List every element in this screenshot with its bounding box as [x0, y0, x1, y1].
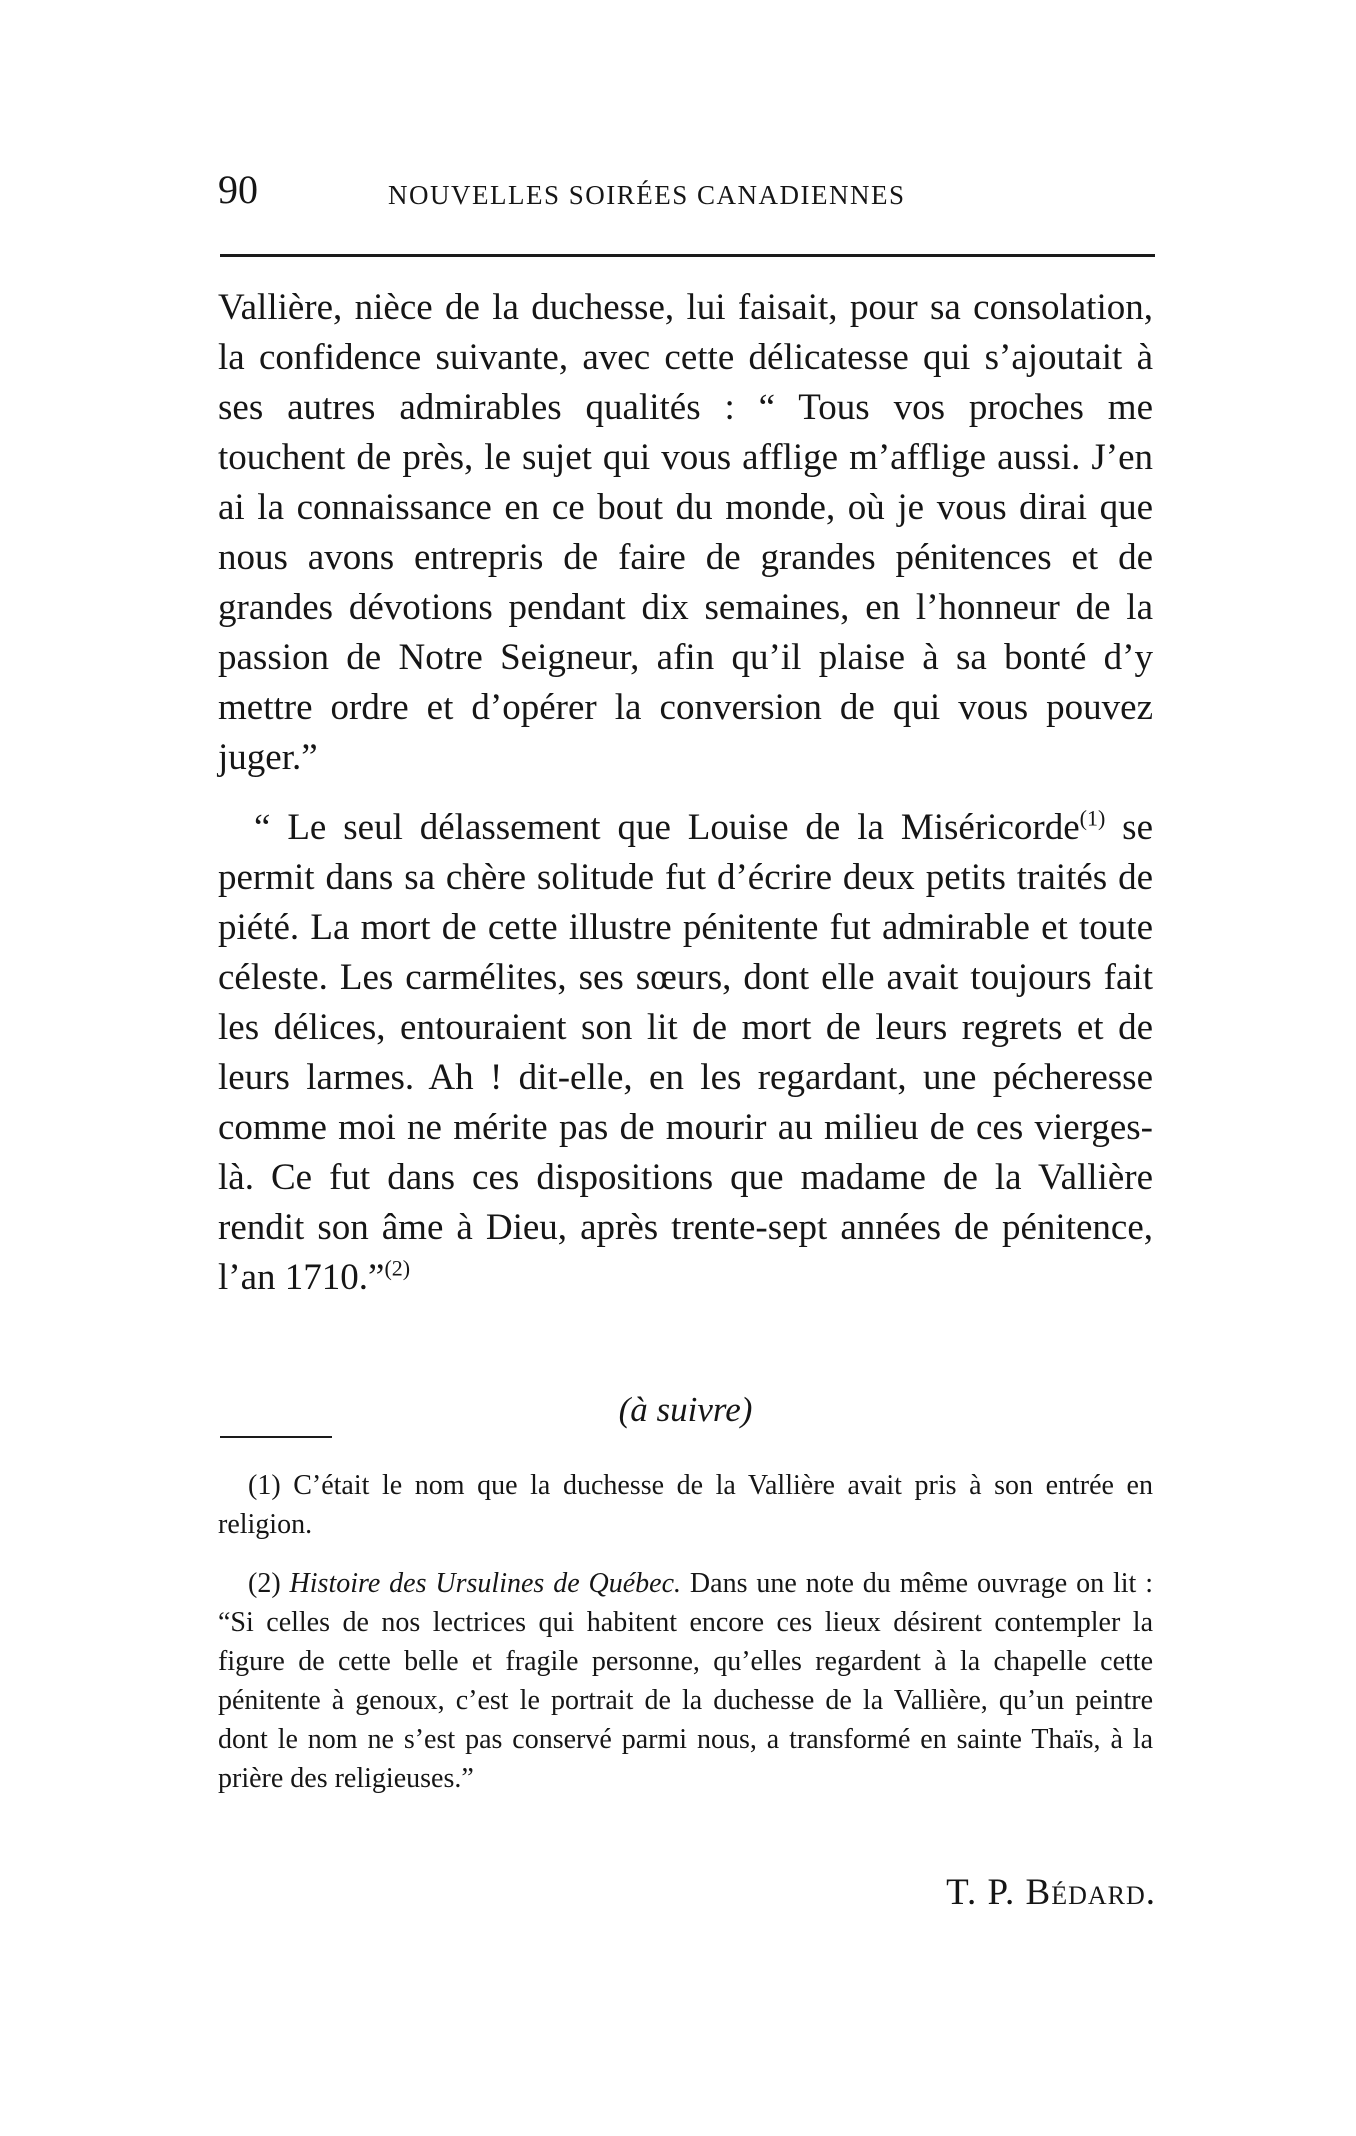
author-surname: Bédard.: [1025, 1872, 1156, 1913]
header-rule: [220, 254, 1155, 257]
running-head: NOUVELLES SOIRÉES CANADIENNES: [388, 180, 906, 210]
continued-label: (à suivre): [618, 1390, 753, 1429]
paragraph-2: [218, 803, 1153, 1303]
page-header: [218, 165, 1153, 225]
paragraph-1: Vallière, nièce de la duchesse, lui faisait, pour sa consolation, la confidence suivante, avec cette délicatesse qui s’ajoutait à ses autres admirables qualités : “ Tous vos proches me touchent de près, le sujet qui vous afflige m’afflige aussi. J’en ai la connaissance en ce bout du monde, où je vous dirai que nous avons entrepris de faire de grandes pénitences et de grandes dévotions pendant dix semaines, en l’honneur de la passion de Notre Seigneur, afin qu’il plaise à sa bonté d’y mettre ordre et d’opérer la conversion de qui vous pouvez juger.”: [218, 287, 1153, 778]
paragraph-2-rest: se permit dans sa chère solitude fut d’écrire deux petits traités de piété. La mort de cette illustre pénitente fut admirable et toute céleste. Les carmélites, ses sœurs, dont elle avait toujours fait les délices, entouraient son lit de mort de leurs regrets et de leurs larmes. Ah ! dit-elle, en les regardant, une pécheresse comme moi ne mérite pas de mourir au milieu de ces vierges-là. Ce fut dans ces dispositions que madame de la Vallière rendit son âme à Dieu, après trente-sept années de pénitence, l’an 1710.”: [218, 807, 1154, 1298]
footnotes: [218, 1466, 1153, 1798]
paragraph-2-start: “ Le seul délassement que Louise de la Miséricorde: [254, 807, 1080, 848]
footnote-2: [218, 1564, 1153, 1798]
footnote-2-text: Dans une note du même ouvrage on lit : “Si celles de nos lectrices qui habitent encore ces lieux désirent contempler la figure de cette belle et fragile personne, qu’elles regardent à la chapelle cette pénitente à genoux, c’est le portrait de la duchesse de la Vallière, qu’un peintre dont le nom ne s’est pas conservé parmi nous, a transformé en sainte Thaïs, à la prière des religieuses.”: [218, 1568, 1153, 1794]
footnote-1: (1) C’était le nom que la duchesse de la Vallière avait pris à son entrée en religion.: [218, 1470, 1153, 1540]
page-number: 90: [218, 167, 258, 212]
footnote-ref-2: (2): [384, 1255, 411, 1281]
author-signature: [946, 1870, 1156, 1916]
body-text: [218, 283, 1154, 1429]
footnote-2-number: (2): [248, 1568, 290, 1599]
footnote-2-title: Histoire des Ursulines de Québec.: [289, 1568, 682, 1599]
footnote-ref-1: (1): [1079, 805, 1106, 831]
footnote-rule: [220, 1436, 332, 1438]
author-initials: T. P.: [946, 1872, 1026, 1913]
